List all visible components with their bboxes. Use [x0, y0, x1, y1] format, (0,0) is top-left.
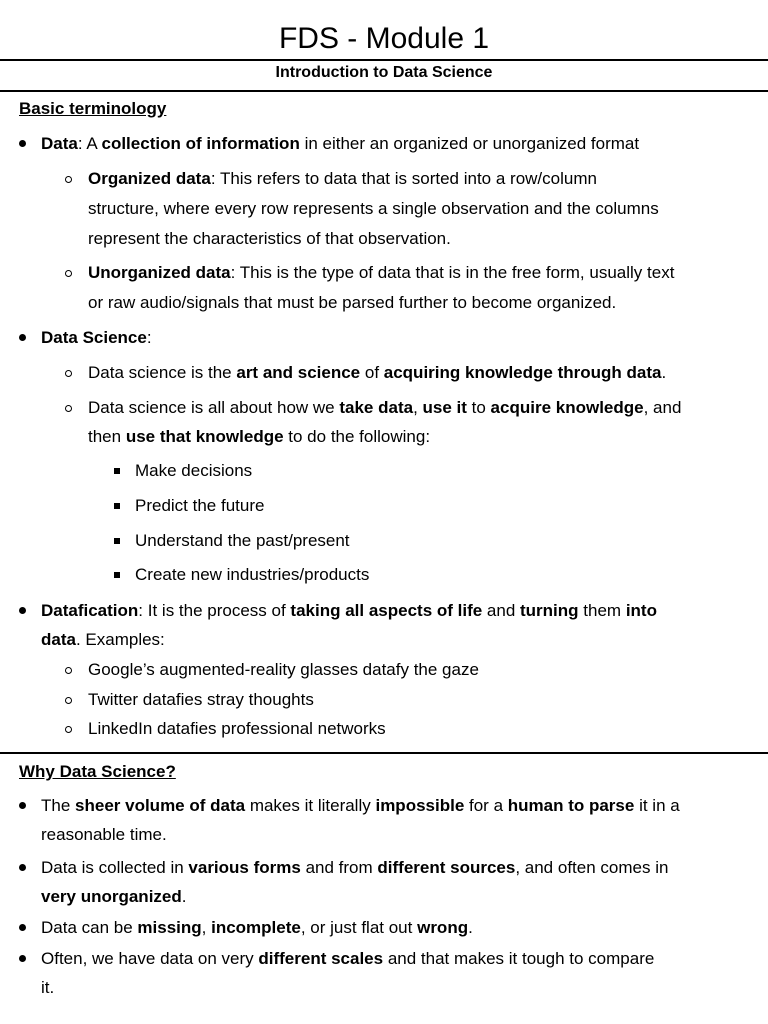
list-item-text: it. — [41, 978, 55, 997]
list-item-text: Data can be missing, incomplete, or just flat out wrong. — [41, 918, 473, 937]
list-item-text: Data science is the art and science of acquiring knowledge through data. — [88, 363, 667, 382]
list-item: Google’s augmented-reality glasses datafy the gaze — [88, 660, 479, 679]
bullet-circle — [65, 370, 72, 377]
list-item-text: Data science is all about how we take data, use it to acquire knowledge, and — [88, 398, 682, 417]
page-subtitle: Introduction to Data Science — [275, 64, 493, 81]
title-divider — [0, 59, 768, 61]
list-item: Make decisions — [135, 461, 253, 480]
bullet-dot — [19, 864, 26, 871]
list-item: Twitter datafies stray thoughts — [88, 690, 314, 709]
bullet-square — [114, 503, 120, 509]
list-item-data: Data: A collection of information in either an organized or unorganized format — [41, 134, 640, 153]
list-item-text: Data is collected in various forms and from different sources, and often comes in — [41, 858, 669, 877]
list-item-text: represent the characteristics of that observation. — [88, 229, 451, 248]
list-item-text: reasonable time. — [41, 825, 167, 844]
bullet-dot — [19, 924, 26, 931]
list-item-data-science: Data Science: — [41, 328, 152, 347]
list-item-text: The sheer volume of data makes it literally impossible for a human to parse it in a — [41, 796, 680, 815]
bullet-circle — [65, 270, 72, 277]
page-title: FDS - Module 1 — [278, 22, 490, 55]
bullet-square — [114, 468, 120, 474]
list-item-text: very unorganized. — [41, 887, 187, 906]
list-item-organized-data: Organized data: This refers to data that is sorted into a row/column — [88, 169, 597, 188]
bullet-square — [114, 538, 120, 544]
list-item-text: data. Examples: — [41, 630, 165, 649]
bullet-circle — [65, 697, 72, 704]
bullet-circle — [65, 726, 72, 733]
bullet-dot — [19, 140, 26, 147]
section-divider — [0, 752, 768, 754]
list-item: Predict the future — [135, 496, 265, 515]
bullet-circle — [65, 667, 72, 674]
bullet-circle — [65, 405, 72, 412]
bullet-dot — [19, 802, 26, 809]
list-item-text: Often, we have data on very different scales and that makes it tough to compare — [41, 949, 655, 968]
bullet-dot — [19, 334, 26, 341]
bullet-dot — [19, 955, 26, 962]
list-item-unorganized-data: Unorganized data: This is the type of data that is in the free form, usually text — [88, 263, 675, 282]
bullet-dot — [19, 607, 26, 614]
list-item: LinkedIn datafies professional networks — [88, 719, 386, 738]
section-heading-basic-terminology: Basic terminology — [19, 99, 167, 118]
list-item-datafication: Datafication: It is the process of taking all aspects of life and turning them into — [41, 601, 657, 620]
list-item-text: structure, where every row represents a single observation and the columns — [88, 199, 659, 218]
subtitle-divider — [0, 90, 768, 92]
bullet-circle — [65, 176, 72, 183]
list-item: Understand the past/present — [135, 531, 350, 550]
section-heading-why-data-science: Why Data Science? — [19, 762, 176, 781]
list-item-text: then use that knowledge to do the following: — [88, 427, 431, 446]
bullet-square — [114, 572, 120, 578]
list-item-text: or raw audio/signals that must be parsed further to become organized. — [88, 293, 617, 312]
list-item: Create new industries/products — [135, 565, 370, 584]
